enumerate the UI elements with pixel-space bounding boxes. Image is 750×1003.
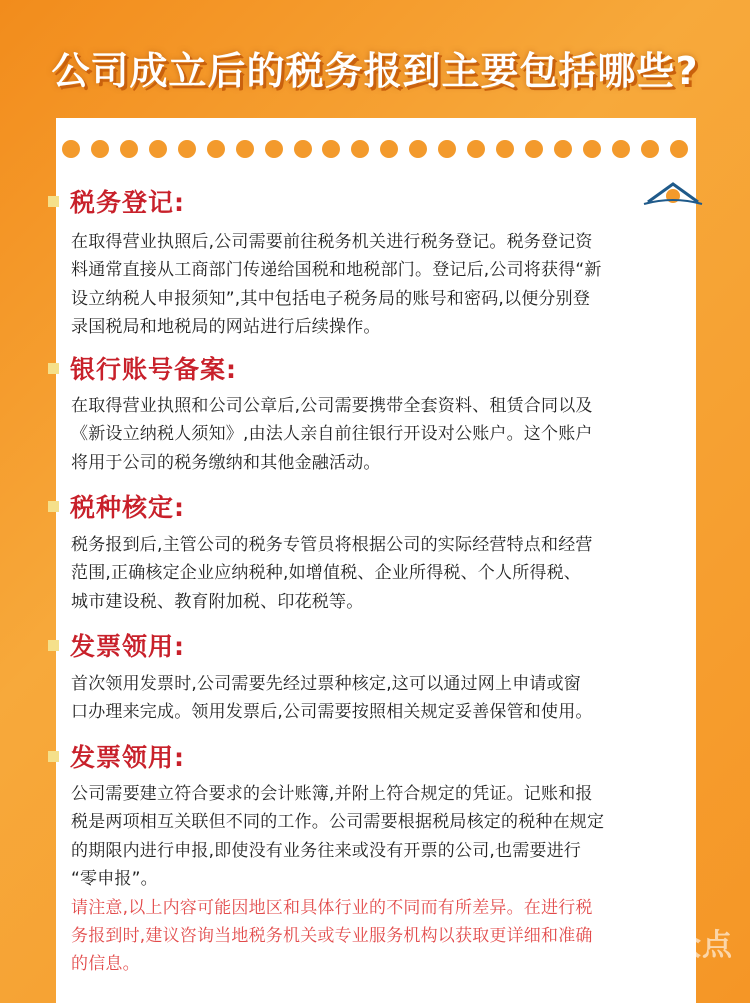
para-line: 在取得营业执照后,公司需要前往税务机关进行税务登记。税务登记资 bbox=[71, 232, 593, 252]
section-paragraph-3 bbox=[71, 531, 691, 616]
dot bbox=[554, 140, 572, 158]
section-heading-4 bbox=[48, 627, 185, 663]
dot bbox=[207, 140, 225, 158]
bullet-icon bbox=[48, 751, 59, 762]
para-line: 料通常直接从工商部门传递给国税和地税部门。登记后,公司将获得“新 bbox=[71, 260, 602, 281]
section-heading-text: 发票领用: bbox=[70, 743, 185, 772]
dot bbox=[612, 140, 630, 158]
para-line: 税务报到后,主管公司的税务专管员将根据公司的实际经营特点和经营 bbox=[71, 535, 593, 555]
para-line: 在取得营业执照和公司公章后,公司需要携带全套资料、租赁合同以及 bbox=[71, 396, 593, 416]
dot bbox=[380, 140, 398, 158]
dot bbox=[236, 140, 254, 158]
section-heading-text: 发票领用: bbox=[70, 632, 185, 661]
para-line: 税是两项相互关联但不同的工作。公司需要根据税局核定的税种在规定 bbox=[71, 812, 605, 833]
para-line: 首次领用发票时,公司需要先经过票种核定,这可以通过网上申请或窗 bbox=[71, 674, 582, 694]
dot bbox=[641, 140, 659, 158]
para-line: 设立纳税人申报须知”,其中包括电子税务局的账号和密码,以便分别登 bbox=[71, 288, 591, 309]
section-heading-text: 税务登记: bbox=[70, 188, 185, 217]
section-heading-text: 税种核定: bbox=[70, 493, 185, 522]
section-heading-text: 银行账号备案: bbox=[70, 355, 237, 384]
bullet-icon bbox=[48, 363, 59, 374]
page-title: 公司成立后的税务报到主要包括哪些? bbox=[51, 49, 699, 93]
para-line: 将用于公司的税务缴纳和其他金融活动。 bbox=[71, 452, 381, 473]
dot bbox=[467, 140, 485, 158]
watermark-text: 今晨企服注册公司 代理记账 税务筹划 bbox=[345, 970, 629, 990]
dot bbox=[178, 140, 196, 158]
note-line: 请注意,以上内容可能因地区和具体行业的不同而有所差异。在进行税 bbox=[71, 897, 593, 918]
dot bbox=[322, 140, 340, 158]
para-line: 《新设立纳税人须知》,由法人亲自前往银行开设对公账户。这个账户 bbox=[71, 424, 593, 445]
dot bbox=[265, 140, 283, 158]
dot bbox=[294, 140, 312, 158]
dot bbox=[149, 140, 167, 158]
para-line: 公司需要建立符合要求的会计账簿,并附上符合规定的凭证。记账和报 bbox=[71, 784, 593, 804]
note-line: 的信息。 bbox=[71, 954, 140, 975]
para-line: 城市建设税、教育附加税、印花税等。 bbox=[71, 591, 364, 612]
para-line: 口办理来完成。领用发票后,公司需要按照相关规定妥善保管和使用。 bbox=[71, 702, 593, 723]
dot bbox=[670, 140, 688, 158]
para-line: 的期限内进行申报,即使没有业务往来或没有开票的公司,也需要进行 bbox=[71, 840, 582, 861]
para-line: 录国税局和地税局的网站进行后续操作。 bbox=[71, 317, 381, 338]
section-paragraph-2 bbox=[71, 392, 691, 477]
section-paragraph-1 bbox=[71, 228, 691, 342]
dot bbox=[409, 140, 427, 158]
section-paragraph-5 bbox=[71, 780, 691, 979]
company-logo-icon bbox=[640, 170, 706, 212]
dot bbox=[120, 140, 138, 158]
bullet-icon bbox=[48, 196, 59, 207]
dot-row bbox=[60, 140, 690, 160]
section-heading-1 bbox=[48, 183, 185, 219]
section-heading-3 bbox=[48, 488, 185, 524]
dot bbox=[525, 140, 543, 158]
note-line: 务报到时,建议咨询当地税务机关或专业服务机构以获取更详细和准确 bbox=[71, 926, 593, 947]
para-line: “零申报”。 bbox=[71, 869, 158, 890]
dot bbox=[91, 140, 109, 158]
para-line: 范围,正确核定企业应纳税种,如增值税、企业所得税、个人所得税、 bbox=[71, 563, 582, 584]
section-heading-5 bbox=[48, 738, 185, 774]
bullet-icon bbox=[48, 501, 59, 512]
watermark-brand: 大众点评 bbox=[640, 928, 733, 1003]
dot bbox=[62, 140, 80, 158]
section-heading-2 bbox=[48, 350, 237, 386]
bullet-icon bbox=[48, 640, 59, 651]
dot bbox=[438, 140, 456, 158]
dot bbox=[496, 140, 514, 158]
section-paragraph-4 bbox=[71, 670, 691, 727]
dot bbox=[351, 140, 369, 158]
dot bbox=[583, 140, 601, 158]
